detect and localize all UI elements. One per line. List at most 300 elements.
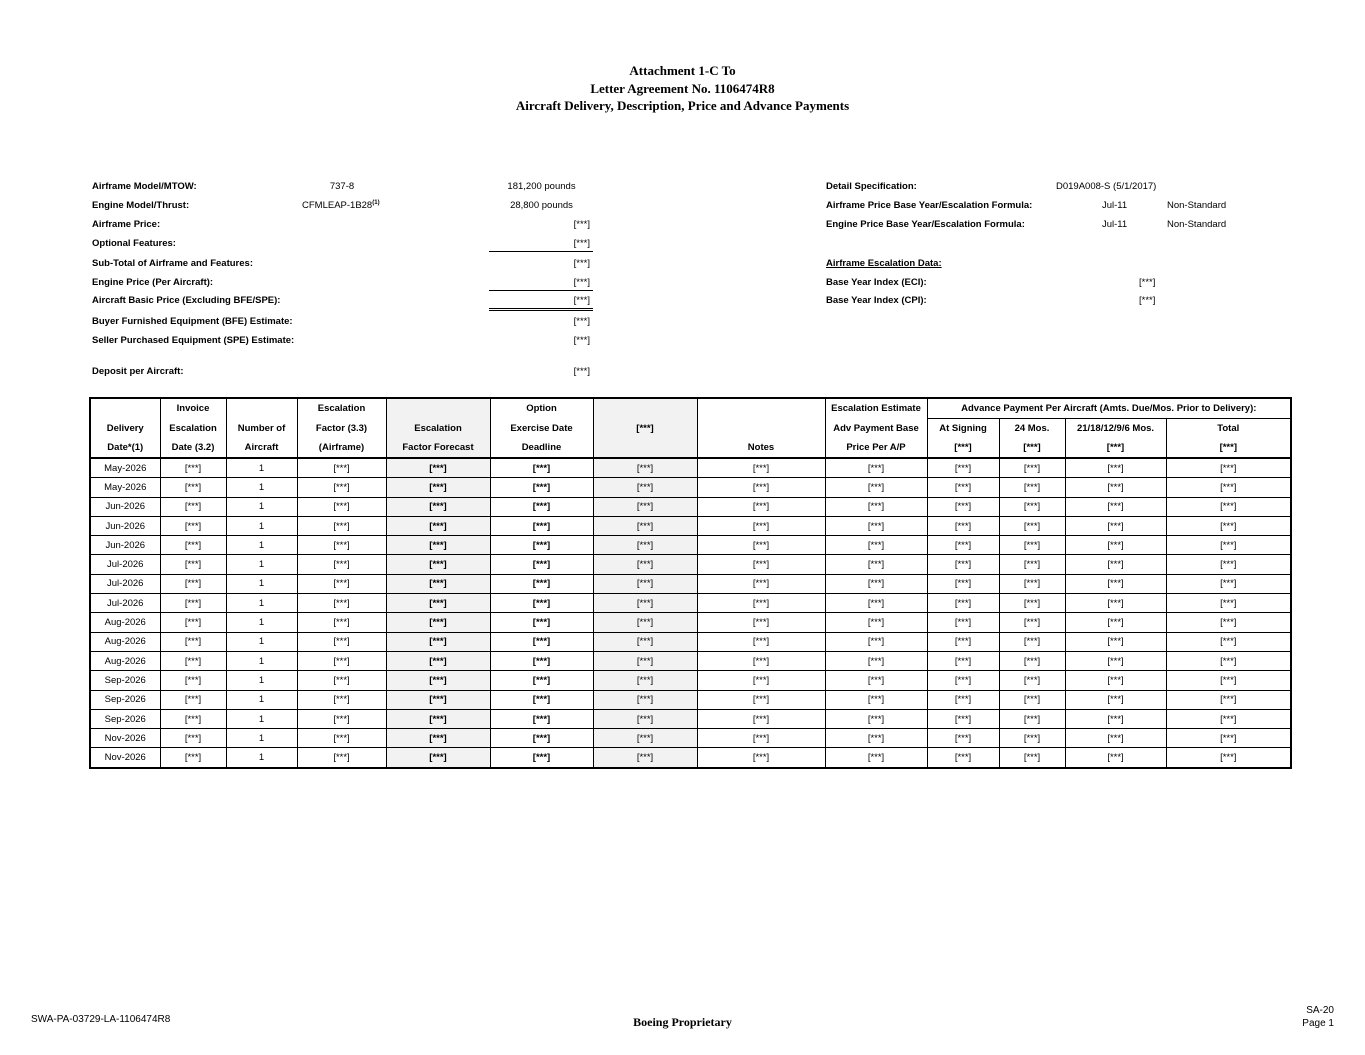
cell-delivery-date: Jun-2026: [90, 497, 160, 516]
cell-notes: [***]: [697, 458, 825, 478]
cell-notes: [***]: [697, 536, 825, 555]
cell-notes: [***]: [697, 574, 825, 593]
deposit-value: [***]: [573, 366, 590, 377]
cell-adv-payment-base: [***]: [825, 574, 927, 593]
cell-total: [***]: [1166, 748, 1291, 768]
header-esc-forecast-2: Escalation: [386, 419, 490, 439]
cell-delivery-date: Nov-2026: [90, 729, 160, 748]
cell-redacted-value: [***]: [593, 497, 697, 516]
cell-mos-24: [***]: [999, 613, 1065, 632]
airframe-base-year: Jul-11: [1102, 200, 1128, 211]
cell-at-signing: [***]: [927, 555, 999, 574]
header-redacted-3: [593, 438, 697, 458]
deposit-label: Deposit per Aircraft:: [92, 366, 184, 377]
cell-adv-payment-base: [***]: [825, 478, 927, 497]
table-row: [90, 690, 1291, 709]
cell-escalation-factor: [***]: [297, 748, 386, 768]
cell-delivery-date: Jul-2026: [90, 574, 160, 593]
optional-features-label: Optional Features:: [92, 238, 176, 249]
cell-escalation-factor: [***]: [297, 729, 386, 748]
cell-adv-payment-base: [***]: [825, 729, 927, 748]
cell-mos-24: [***]: [999, 729, 1065, 748]
cell-delivery-date: Jul-2026: [90, 555, 160, 574]
engine-base-year: Jul-11: [1102, 219, 1128, 230]
header-esc-forecast-1: [386, 398, 490, 419]
header-redacted-2: [***]: [593, 419, 697, 439]
double-rule-bottom: [489, 310, 593, 311]
cell-redacted-value: [***]: [593, 574, 697, 593]
cell-escalation-forecast: [***]: [386, 555, 490, 574]
cell-escalation-factor: [***]: [297, 458, 386, 478]
table-row: [90, 632, 1291, 651]
cell-notes: [***]: [697, 748, 825, 768]
cell-redacted-value: [***]: [593, 671, 697, 690]
cell-total: [***]: [1166, 651, 1291, 670]
cell-delivery-date: May-2026: [90, 478, 160, 497]
cell-at-signing: [***]: [927, 748, 999, 768]
table-row: [90, 671, 1291, 690]
cell-notes: [***]: [697, 613, 825, 632]
header-invoice-2: Escalation: [160, 419, 226, 439]
cell-invoice-date: [***]: [160, 478, 226, 497]
cell-redacted-value: [***]: [593, 651, 697, 670]
cell-option-deadline: [***]: [490, 671, 593, 690]
cell-adv-payment-base: [***]: [825, 497, 927, 516]
header-esc-factor-1: Escalation: [297, 398, 386, 419]
header-multi-mos: 21/18/12/9/6 Mos.: [1065, 419, 1166, 439]
cell-adv-payment-base: [***]: [825, 594, 927, 613]
header-option-1: Option: [490, 398, 593, 419]
cell-at-signing: [***]: [927, 458, 999, 478]
cell-total: [***]: [1166, 574, 1291, 593]
header-esc-estimate-1: Escalation Estimate: [825, 398, 927, 419]
cell-redacted-value: [***]: [593, 516, 697, 535]
cell-redacted-value: [***]: [593, 632, 697, 651]
cell-adv-payment-base: [***]: [825, 709, 927, 728]
table-row: [90, 536, 1291, 555]
airframe-model-value: 737-8: [329, 181, 355, 192]
cell-mos-24: [***]: [999, 478, 1065, 497]
cell-aircraft-count: 1: [226, 709, 297, 728]
cell-invoice-date: [***]: [160, 516, 226, 535]
cell-adv-payment-base: [***]: [825, 690, 927, 709]
supplement-number: SA-20: [1306, 1005, 1334, 1016]
cell-at-signing: [***]: [927, 574, 999, 593]
cell-mos-24: [***]: [999, 594, 1065, 613]
cell-mos-24: [***]: [999, 497, 1065, 516]
cell-at-signing: [***]: [927, 729, 999, 748]
table-row: [90, 555, 1291, 574]
cell-mos-24: [***]: [999, 690, 1065, 709]
cell-escalation-forecast: [***]: [386, 729, 490, 748]
cell-invoice-date: [***]: [160, 748, 226, 768]
cell-redacted-value: [***]: [593, 729, 697, 748]
cell-adv-payment-base: [***]: [825, 516, 927, 535]
basic-price-label: Aircraft Basic Price (Excluding BFE/SPE):: [92, 295, 281, 306]
cell-escalation-forecast: [***]: [386, 516, 490, 535]
cell-delivery-date: Sep-2026: [90, 709, 160, 728]
cell-notes: [***]: [697, 729, 825, 748]
engine-thrust-value: 28,800 pounds: [510, 200, 573, 211]
cell-escalation-factor: [***]: [297, 651, 386, 670]
cell-invoice-date: [***]: [160, 458, 226, 478]
cpi-value: [***]: [1139, 295, 1156, 306]
bfe-label: Buyer Furnished Equipment (BFE) Estimate:: [92, 316, 293, 327]
cell-adv-payment-base: [***]: [825, 536, 927, 555]
page-number: Page 1: [1302, 1018, 1334, 1029]
cell-at-signing: [***]: [927, 594, 999, 613]
cell-escalation-factor: [***]: [297, 536, 386, 555]
cell-mos-multi: [***]: [1065, 613, 1166, 632]
double-rule-top: [489, 308, 593, 309]
eci-label: Base Year Index (ECI):: [826, 277, 927, 288]
cell-notes: [***]: [697, 497, 825, 516]
cell-aircraft-count: 1: [226, 651, 297, 670]
cell-mos-24: [***]: [999, 555, 1065, 574]
cell-notes: [***]: [697, 516, 825, 535]
header-redacted-1: [593, 398, 697, 419]
header-delivery-3: Date*(1): [90, 438, 160, 458]
title-line-3: Aircraft Delivery, Description, Price and Advance Payments: [515, 98, 850, 113]
engine-price-value: [***]: [573, 277, 590, 288]
header-number-1: [226, 398, 297, 419]
airframe-model-label: Airframe Model/MTOW:: [92, 181, 197, 192]
cell-notes: [***]: [697, 555, 825, 574]
cell-option-deadline: [***]: [490, 690, 593, 709]
airframe-price-label: Airframe Price:: [92, 219, 161, 230]
cell-option-deadline: [***]: [490, 458, 593, 478]
cell-total: [***]: [1166, 632, 1291, 651]
cell-aircraft-count: 1: [226, 497, 297, 516]
document-reference: SWA-PA-03729-LA-1106474R8: [31, 1014, 171, 1025]
cell-mos-multi: [***]: [1065, 748, 1166, 768]
cell-mos-24: [***]: [999, 574, 1065, 593]
cell-option-deadline: [***]: [490, 729, 593, 748]
airframe-base-formula: Non-Standard: [1167, 200, 1227, 211]
cell-aircraft-count: 1: [226, 729, 297, 748]
subtotal-label: Sub-Total of Airframe and Features:: [92, 258, 253, 269]
cell-invoice-date: [***]: [160, 574, 226, 593]
cell-aircraft-count: 1: [226, 516, 297, 535]
cell-total: [***]: [1166, 690, 1291, 709]
header-advance-payment-group: Advance Payment Per Aircraft (Amts. Due/Mos. Prior to Delivery):: [927, 398, 1291, 419]
header-invoice-1: Invoice: [160, 398, 226, 419]
cell-mos-multi: [***]: [1065, 651, 1166, 670]
cell-mos-multi: [***]: [1065, 709, 1166, 728]
spe-label: Seller Purchased Equipment (SPE) Estimate:: [92, 335, 295, 346]
cell-invoice-date: [***]: [160, 729, 226, 748]
cell-total: [***]: [1166, 709, 1291, 728]
title-line-2: Letter Agreement No. 1106474R8: [590, 80, 775, 96]
cell-aircraft-count: 1: [226, 594, 297, 613]
cell-escalation-forecast: [***]: [386, 709, 490, 728]
cell-adv-payment-base: [***]: [825, 555, 927, 574]
header-esc-forecast-3: Factor Forecast: [386, 438, 490, 458]
cell-escalation-forecast: [***]: [386, 536, 490, 555]
cell-aircraft-count: 1: [226, 478, 297, 497]
airframe-base-label: Airframe Price Base Year/Escalation Formula:: [826, 200, 1033, 211]
cell-escalation-factor: [***]: [297, 555, 386, 574]
cell-escalation-forecast: [***]: [386, 651, 490, 670]
cell-option-deadline: [***]: [490, 497, 593, 516]
cell-escalation-forecast: [***]: [386, 574, 490, 593]
bfe-value: [***]: [573, 316, 590, 327]
header-24-mos: 24 Mos.: [999, 419, 1065, 439]
cell-escalation-forecast: [***]: [386, 613, 490, 632]
cell-invoice-date: [***]: [160, 613, 226, 632]
cell-escalation-forecast: [***]: [386, 478, 490, 497]
cell-redacted-value: [***]: [593, 555, 697, 574]
detail-spec-label: Detail Specification:: [826, 181, 917, 192]
cell-escalation-factor: [***]: [297, 613, 386, 632]
table-row: [90, 729, 1291, 748]
table-row: [90, 594, 1291, 613]
cell-at-signing: [***]: [927, 671, 999, 690]
header-at-signing-value: [***]: [927, 438, 999, 458]
escalation-data-label: Airframe Escalation Data:: [826, 258, 942, 269]
cell-aircraft-count: 1: [226, 613, 297, 632]
table-row: [90, 613, 1291, 632]
cell-aircraft-count: 1: [226, 536, 297, 555]
header-row-3: [90, 438, 1291, 458]
header-notes-3: Notes: [697, 438, 825, 458]
proprietary-notice: Boeing Proprietary: [633, 1015, 732, 1029]
header-option-3: Deadline: [490, 438, 593, 458]
header-multi-mos-value: [***]: [1065, 438, 1166, 458]
spe-value: [***]: [573, 335, 590, 346]
cell-at-signing: [***]: [927, 516, 999, 535]
cell-escalation-factor: [***]: [297, 478, 386, 497]
airframe-price-value: [***]: [573, 219, 590, 230]
cell-escalation-factor: [***]: [297, 632, 386, 651]
header-notes-1: [697, 398, 825, 419]
cell-redacted-value: [***]: [593, 458, 697, 478]
cell-delivery-date: Jun-2026: [90, 516, 160, 535]
cell-adv-payment-base: [***]: [825, 651, 927, 670]
cell-escalation-factor: [***]: [297, 671, 386, 690]
cell-total: [***]: [1166, 594, 1291, 613]
cell-adv-payment-base: [***]: [825, 613, 927, 632]
cell-total: [***]: [1166, 458, 1291, 478]
cell-option-deadline: [***]: [490, 516, 593, 535]
header-esc-factor-2: Factor (3.3): [297, 419, 386, 439]
cell-mos-multi: [***]: [1065, 632, 1166, 651]
cell-escalation-factor: [***]: [297, 574, 386, 593]
header-notes-2: [697, 419, 825, 439]
cell-invoice-date: [***]: [160, 690, 226, 709]
cell-mos-multi: [***]: [1065, 555, 1166, 574]
cell-escalation-forecast: [***]: [386, 497, 490, 516]
cell-at-signing: [***]: [927, 613, 999, 632]
table-row: [90, 709, 1291, 728]
cell-escalation-forecast: [***]: [386, 690, 490, 709]
cell-escalation-forecast: [***]: [386, 458, 490, 478]
cell-mos-24: [***]: [999, 516, 1065, 535]
cell-mos-multi: [***]: [1065, 497, 1166, 516]
header-number-3: Aircraft: [226, 438, 297, 458]
cell-delivery-date: Sep-2026: [90, 690, 160, 709]
cell-escalation-forecast: [***]: [386, 632, 490, 651]
cell-total: [***]: [1166, 536, 1291, 555]
cell-mos-multi: [***]: [1065, 690, 1166, 709]
header-row-1: [90, 398, 1291, 419]
cell-at-signing: [***]: [927, 497, 999, 516]
cell-delivery-date: Sep-2026: [90, 671, 160, 690]
cell-invoice-date: [***]: [160, 497, 226, 516]
header-delivery-2: Delivery: [90, 419, 160, 439]
cell-mos-multi: [***]: [1065, 478, 1166, 497]
cell-option-deadline: [***]: [490, 478, 593, 497]
cell-notes: [***]: [697, 632, 825, 651]
table-row: [90, 516, 1291, 535]
cell-option-deadline: [***]: [490, 594, 593, 613]
cell-adv-payment-base: [***]: [825, 632, 927, 651]
cell-delivery-date: May-2026: [90, 458, 160, 478]
header-esc-estimate-2: Adv Payment Base: [825, 419, 927, 439]
table-row: [90, 574, 1291, 593]
engine-model-footnote: (1): [372, 199, 380, 206]
cell-mos-24: [***]: [999, 709, 1065, 728]
cell-total: [***]: [1166, 613, 1291, 632]
cell-redacted-value: [***]: [593, 594, 697, 613]
cell-delivery-date: Aug-2026: [90, 632, 160, 651]
header-total-value: [***]: [1166, 438, 1291, 458]
table-row: [90, 651, 1291, 670]
optional-features-value: [***]: [573, 238, 590, 249]
cell-delivery-date: Jul-2026: [90, 594, 160, 613]
cell-mos-multi: [***]: [1065, 458, 1166, 478]
cell-escalation-factor: [***]: [297, 690, 386, 709]
cell-mos-multi: [***]: [1065, 574, 1166, 593]
header-number-2: Number of: [226, 419, 297, 439]
eci-value: [***]: [1139, 277, 1156, 288]
cell-escalation-forecast: [***]: [386, 748, 490, 768]
header-invoice-3: Date (3.2): [160, 438, 226, 458]
engine-price-label: Engine Price (Per Aircraft):: [92, 277, 214, 288]
cell-escalation-forecast: [***]: [386, 671, 490, 690]
cell-notes: [***]: [697, 478, 825, 497]
cell-invoice-date: [***]: [160, 632, 226, 651]
cpi-label: Base Year Index (CPI):: [826, 295, 927, 306]
cell-mos-24: [***]: [999, 536, 1065, 555]
engine-model-value: CFMLEAP-1B28$^{(1)}$: [302, 199, 380, 211]
cell-aircraft-count: 1: [226, 748, 297, 768]
cell-aircraft-count: 1: [226, 632, 297, 651]
cell-redacted-value: [***]: [593, 690, 697, 709]
header-esc-estimate-3: Price Per A/P: [825, 438, 927, 458]
cell-invoice-date: [***]: [160, 536, 226, 555]
cell-at-signing: [***]: [927, 651, 999, 670]
cell-aircraft-count: 1: [226, 671, 297, 690]
detail-spec-value: D019A008-S (5/1/2017): [1056, 181, 1157, 192]
header-esc-factor-3: (Airframe): [297, 438, 386, 458]
page-info: [1302, 1004, 1334, 1030]
cell-mos-multi: [***]: [1065, 594, 1166, 613]
subtotal-value: [***]: [573, 258, 590, 269]
cell-option-deadline: [***]: [490, 555, 593, 574]
cell-redacted-value: [***]: [593, 748, 697, 768]
cell-escalation-factor: [***]: [297, 709, 386, 728]
table-row: [90, 497, 1291, 516]
cell-redacted-value: [***]: [593, 536, 697, 555]
table-row: [90, 478, 1291, 497]
engine-base-label: Engine Price Base Year/Escalation Formula:: [826, 219, 1025, 230]
cell-at-signing: [***]: [927, 536, 999, 555]
cell-invoice-date: [***]: [160, 651, 226, 670]
cell-total: [***]: [1166, 516, 1291, 535]
cell-mos-24: [***]: [999, 671, 1065, 690]
cell-delivery-date: Jun-2026: [90, 536, 160, 555]
cell-option-deadline: [***]: [490, 536, 593, 555]
table-header: [90, 398, 1291, 458]
cell-escalation-factor: [***]: [297, 594, 386, 613]
header-at-signing: At Signing: [927, 419, 999, 439]
delivery-schedule-table: [89, 397, 1292, 769]
title-line-1: Attachment 1-C To: [629, 63, 736, 78]
cell-notes: [***]: [697, 651, 825, 670]
subtotal-rule: [489, 251, 593, 252]
cell-aircraft-count: 1: [226, 690, 297, 709]
cell-adv-payment-base: [***]: [825, 671, 927, 690]
cell-escalation-factor: [***]: [297, 516, 386, 535]
cell-option-deadline: [***]: [490, 748, 593, 768]
cell-option-deadline: [***]: [490, 574, 593, 593]
cell-delivery-date: Aug-2026: [90, 651, 160, 670]
header-24-mos-value: [***]: [999, 438, 1065, 458]
cell-at-signing: [***]: [927, 632, 999, 651]
cell-invoice-date: [***]: [160, 555, 226, 574]
cell-option-deadline: [***]: [490, 613, 593, 632]
engine-base-formula: Non-Standard: [1167, 219, 1227, 230]
cell-delivery-date: Nov-2026: [90, 748, 160, 768]
cell-redacted-value: [***]: [593, 709, 697, 728]
cell-at-signing: [***]: [927, 709, 999, 728]
cell-escalation-factor: [***]: [297, 497, 386, 516]
cell-mos-multi: [***]: [1065, 516, 1166, 535]
cell-total: [***]: [1166, 671, 1291, 690]
cell-invoice-date: [***]: [160, 671, 226, 690]
header-delivery-1: [90, 398, 160, 419]
cell-aircraft-count: 1: [226, 555, 297, 574]
cell-aircraft-count: 1: [226, 574, 297, 593]
cell-option-deadline: [***]: [490, 632, 593, 651]
cell-adv-payment-base: [***]: [825, 458, 927, 478]
cell-invoice-date: [***]: [160, 709, 226, 728]
cell-mos-multi: [***]: [1065, 671, 1166, 690]
basic-price-value: [***]: [573, 295, 590, 306]
cell-at-signing: [***]: [927, 690, 999, 709]
cell-total: [***]: [1166, 497, 1291, 516]
table-row: [90, 748, 1291, 768]
airframe-mtow-value: 181,200 pounds: [507, 181, 576, 192]
cell-delivery-date: Aug-2026: [90, 613, 160, 632]
table-row: [90, 458, 1291, 478]
engine-model-label: Engine Model/Thrust:: [92, 200, 190, 211]
cell-total: [***]: [1166, 729, 1291, 748]
cell-notes: [***]: [697, 709, 825, 728]
cell-option-deadline: [***]: [490, 709, 593, 728]
cell-redacted-value: [***]: [593, 478, 697, 497]
cell-option-deadline: [***]: [490, 651, 593, 670]
document-title: [0, 62, 1365, 115]
cell-mos-24: [***]: [999, 458, 1065, 478]
table-body: [90, 458, 1291, 768]
header-option-2: Exercise Date: [490, 419, 593, 439]
cell-mos-multi: [***]: [1065, 729, 1166, 748]
cell-at-signing: [***]: [927, 478, 999, 497]
cell-invoice-date: [***]: [160, 594, 226, 613]
cell-notes: [***]: [697, 671, 825, 690]
